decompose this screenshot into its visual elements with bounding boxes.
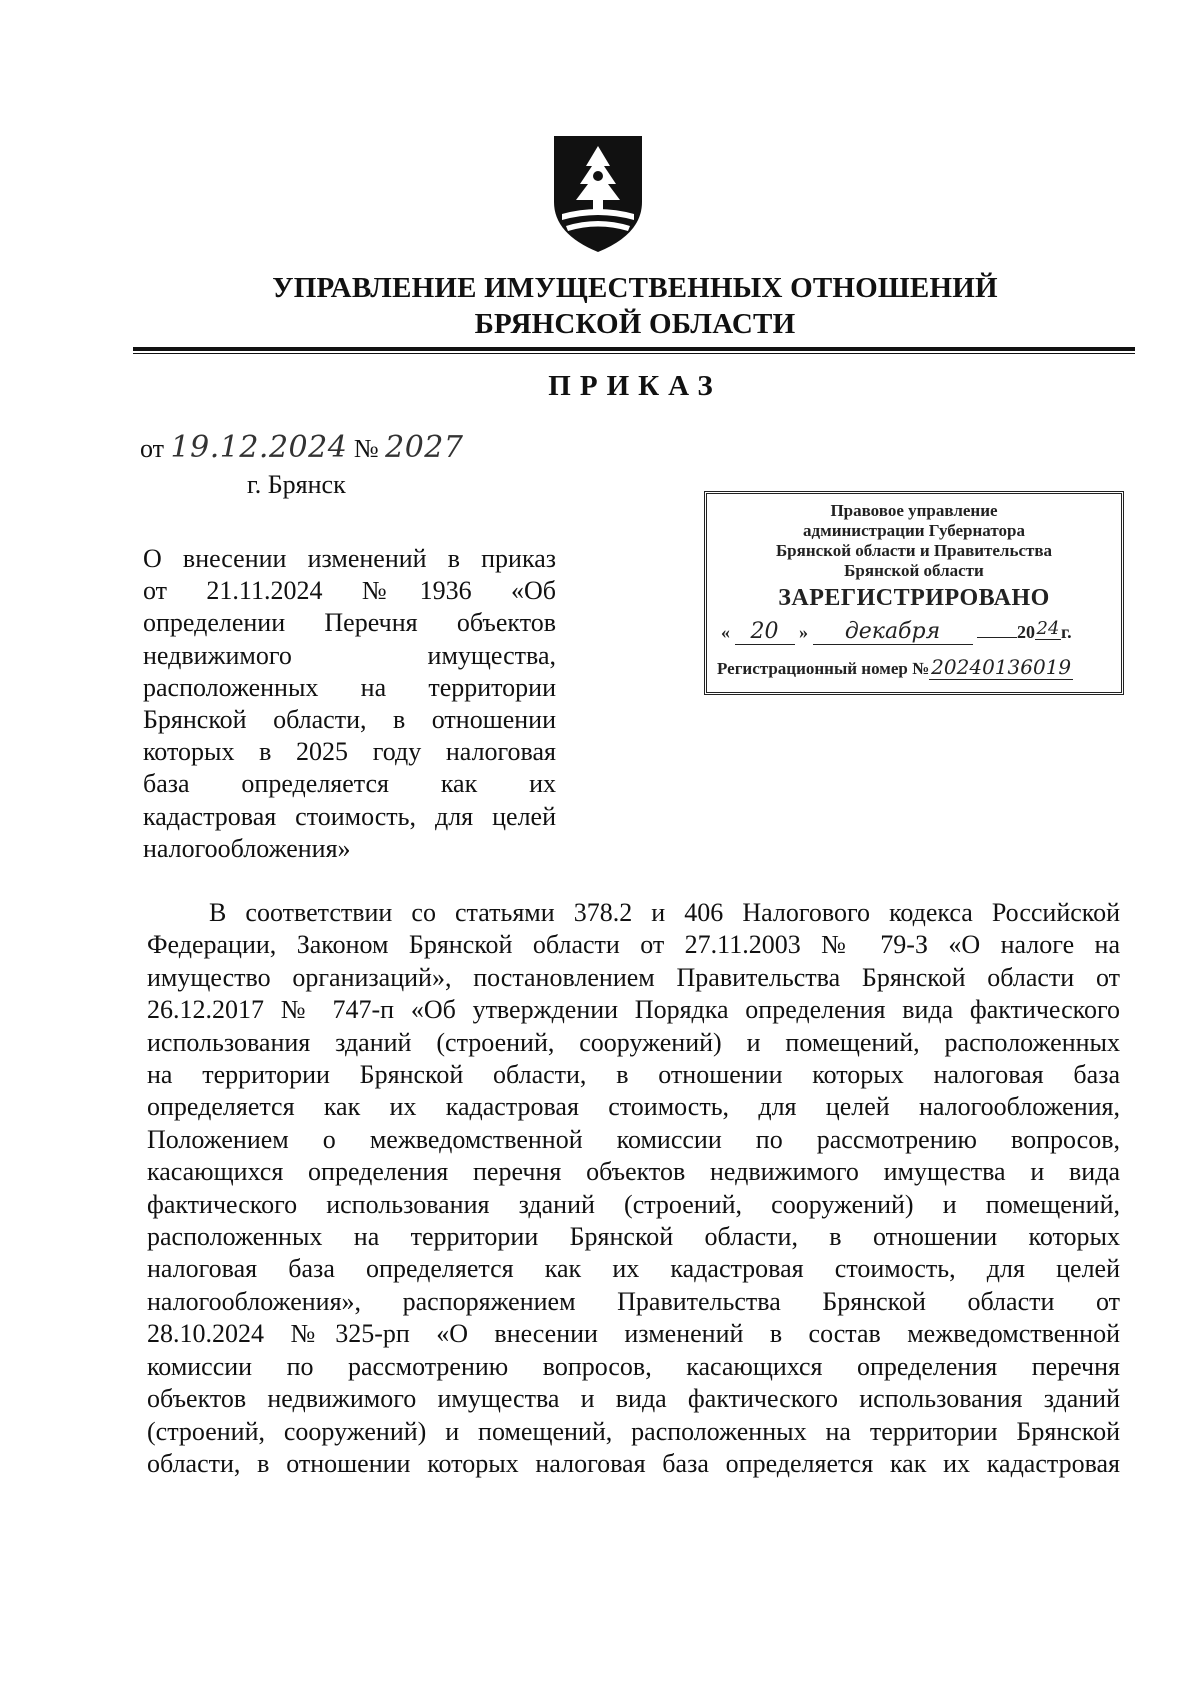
subject-line: недвижимого имущества, <box>143 640 556 670</box>
order-subject <box>143 543 556 865</box>
document-type-heading: ПРИКАЗ <box>548 370 722 402</box>
header-divider <box>133 347 1135 354</box>
registration-stamp <box>704 491 1124 695</box>
order-number-handwritten: 2027 <box>385 430 464 465</box>
body-line: использования зданий (строений, сооружений) и помещений, расположенных <box>147 1027 1120 1057</box>
body-line: Положением о межведомственной комиссии по рассмотрению вопросов, <box>147 1124 1120 1154</box>
body-line: 28.10.2024 №325-рп «О внесении изменений в состав межведомственной <box>147 1319 1120 1349</box>
stamp-year-prefix: 20 <box>1017 622 1035 642</box>
subject-line: О внесении изменений в приказ <box>143 544 556 573</box>
body-line: объектов недвижимого имущества и вида фактического использования зданий <box>147 1384 1120 1414</box>
body-line: налоговая база определяется как их кадастровая стоимость, для целей <box>147 1254 1120 1284</box>
subject-line: которых в 2025 году налоговая <box>143 737 556 767</box>
stamp-organization <box>707 501 1121 581</box>
stamp-org-line: Брянской области и Правительства <box>775 541 1053 560</box>
organization-title <box>135 270 1135 342</box>
subject-line: расположенных на территории <box>143 672 556 702</box>
organization-title-line: БРЯНСКОЙ ОБЛАСТИ <box>474 308 796 340</box>
body-line: на территории Брянской области, в отношении которых налоговая база <box>147 1060 1120 1090</box>
subject-line: Брянской области, в отношении <box>143 705 556 735</box>
city: г. Брянск <box>247 470 346 499</box>
organization-title-line: УПРАВЛЕНИЕ ИМУЩЕСТВЕННЫХ ОТНОШЕНИЙ <box>272 272 998 304</box>
stamp-year-handwritten: 24 <box>1036 618 1060 639</box>
stamp-quote-close: » <box>799 622 808 642</box>
subject-line: кадастровая стоимость, для целей <box>143 801 556 831</box>
body-line: комиссии по рассмотрению вопросов, касающихся определения перечня <box>147 1351 1120 1381</box>
stamp-org-line: администрации Губернатора <box>803 521 1025 540</box>
stamp-org-line: Правовое управление <box>830 501 998 520</box>
body-line: налогообложения», распоряжением Правительства Брянской области от <box>147 1286 1120 1316</box>
subject-line: база определяется как их <box>143 769 556 799</box>
stamp-org-line: Брянской области <box>844 561 984 580</box>
stamp-month-handwritten: декабря <box>813 619 973 645</box>
body-line: фактического использования зданий (строений, сооружений) и помещений, <box>147 1189 1120 1219</box>
stamp-year-unit: г. <box>1061 622 1072 642</box>
body-line: определяется как их кадастровая стоимость, для целей налогообложения, <box>147 1092 1120 1122</box>
body-line: касающихся определения перечня объектов недвижимого имущества и вида <box>147 1157 1120 1187</box>
order-date-number <box>140 430 463 465</box>
stamp-status: ЗАРЕГИСТРИРОВАНО <box>778 585 1050 611</box>
order-body <box>147 897 1120 1480</box>
stamp-reg-number-handwritten: 20240136019 <box>931 655 1072 679</box>
order-date-handwritten: 19.12.2024 <box>170 430 348 465</box>
number-prefix: № <box>353 434 379 463</box>
coat-of-arms-icon <box>548 130 648 256</box>
body-line: Федерации, Законом Брянской области от 27.11.2003 № 79-З «О налоге на <box>147 930 1120 960</box>
stamp-day-handwritten: 20 <box>735 619 795 645</box>
body-line: расположенных на территории Брянской области, в отношении которых <box>147 1222 1120 1252</box>
stamp-date-line <box>977 637 1017 638</box>
subject-line: налогообложения» <box>143 833 351 863</box>
body-line: области, в отношении которых налоговая база определяется как их кадастровая <box>147 1448 1120 1478</box>
stamp-date <box>707 618 1121 645</box>
subject-line: от 21.11.2024 №1936 «Об <box>143 576 556 606</box>
body-line: (строений, сооружений) и помещений, расположенных на территории Брянской <box>147 1416 1120 1446</box>
body-line: 26.12.2017 № 747-п «Об утверждении Порядка определения вида фактического <box>147 995 1120 1025</box>
stamp-reg-label: Регистрационный номер № <box>717 659 930 678</box>
body-line: В соответствии со статьями 378.2 и 406 Налогового кодекса Российской <box>209 898 1120 927</box>
body-line: имущество организаций», постановлением Правительства Брянской области от <box>147 962 1120 992</box>
stamp-registration-number <box>707 655 1121 680</box>
date-prefix: от <box>140 434 165 463</box>
subject-line: определении Перечня объектов <box>143 608 556 638</box>
stamp-quote-open: « <box>721 622 730 642</box>
